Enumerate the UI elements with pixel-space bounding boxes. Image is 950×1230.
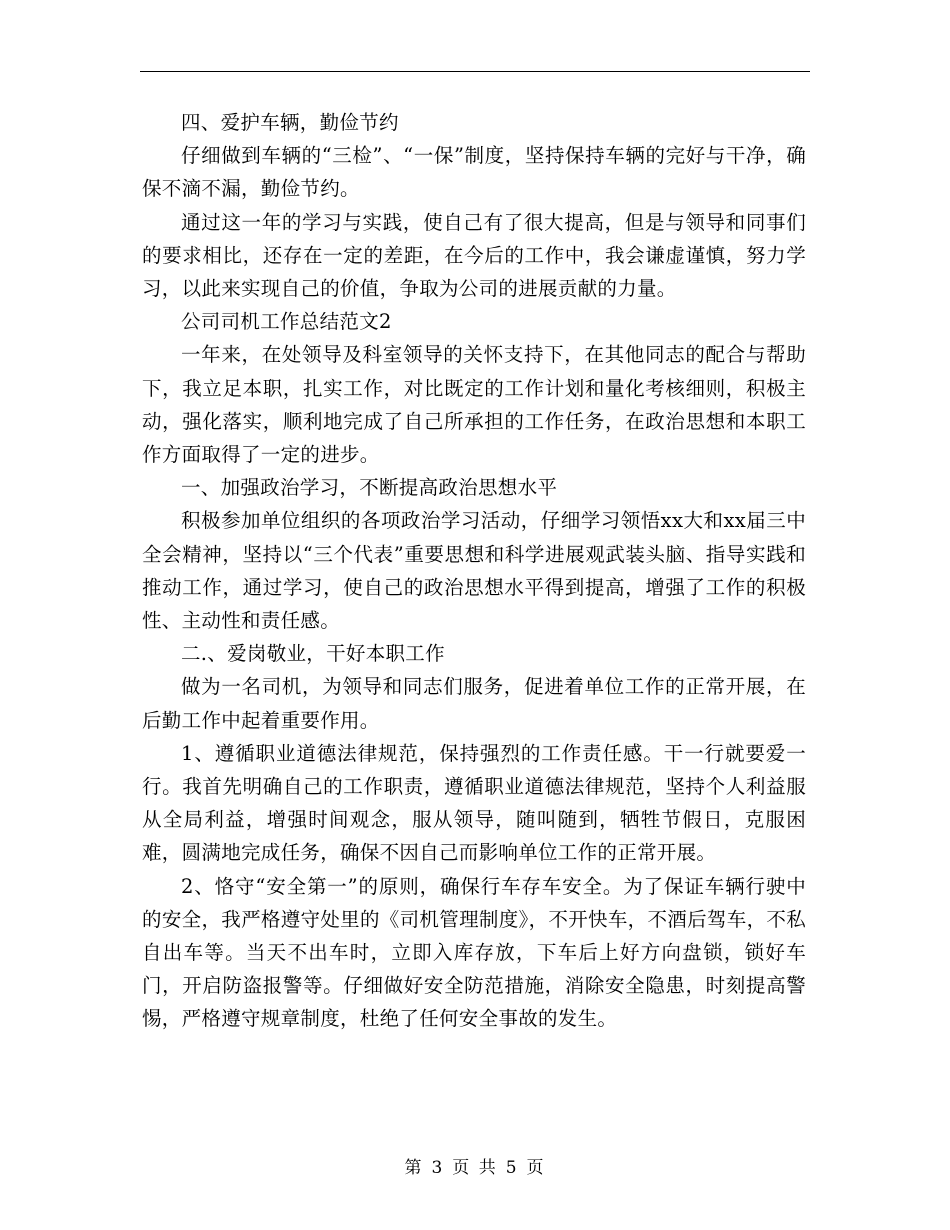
- section-heading-2: 二.、爱岗敬业，干好本职工作: [181, 642, 445, 666]
- page-footer: [0, 1153, 950, 1178]
- paragraph: 2、恪守“安全第一”的原则，确保行车存车安全。为了保证车辆行驶中的安全，我严格遵守处里的《司机管理制度》，不开快车，不酒后驾车，不私自出车等。当天不出车时，立即入库存放，下车后上好方向盘锁，锁好车门，开启防盗报警等。仔细做好安全防范措施，消除安全隐患，时刻提高警惕，严格遵守规章制度，杜绝了任何安全事故的发生。: [142, 874, 806, 1031]
- paragraph: 仔细做到车辆的“三检”、“一保”制度，坚持保持车辆的完好与干净，确保不滴不漏，勤俭节约。: [142, 144, 806, 201]
- footer-page-number: 3: [431, 1158, 445, 1178]
- section-heading-1: 一、加强政治学习，不断提高政治思想水平: [181, 476, 558, 500]
- paragraph: 做为一名司机，为领导和同志们服务，促进着单位工作的正常开展，在后勤工作中起着重要作用。: [142, 675, 806, 732]
- footer-suffix: 页: [526, 1158, 546, 1178]
- footer-total-pages: 5: [505, 1158, 519, 1178]
- paragraph: 积极参加单位组织的各项政治学习活动，仔细学习领悟xx大和xx届三中全会精神，坚持以“三个代表”重要思想和科学进展观武装头脑、指导实践和推动工作，通过学习，使自己的政治思想水平得到提高，增强了工作的积极性、主动性和责任感。: [142, 509, 806, 633]
- header-rule: [140, 71, 810, 72]
- document-body: [142, 106, 806, 1036]
- paragraph: 1、遵循职业道德法律规范，保持强烈的工作责任感。干一行就要爱一行。我首先明确自己的工作职责，遵循职业道德法律规范，坚持个人利益服从全局利益，增强时间观念，服从领导，随叫随到，牺牲节假日，克服困难，圆满地完成任务，确保不因自己而影响单位工作的正常开展。: [142, 741, 806, 865]
- section-heading-4: 四、爱护车辆，勤俭节约: [181, 111, 399, 134]
- paragraph: 一年来，在处领导及科室领导的关怀支持下，在其他同志的配合与帮助下，我立足本职，扎实工作，对比既定的工作计划和量化考核细则，积极主动，强化落实，顺利地完成了自己所承担的工作任务，在政治思想和本职工作方面取得了一定的进步。: [142, 343, 806, 467]
- paragraph: 通过这一年的学习与实践，使自己有了很大提高，但是与领导和同事们的要求相比，还存在一定的差距，在今后的工作中，我会谦虚谨慎，努力学习，以此来实现自己的价值，争取为公司的进展贡献的力量。: [142, 210, 806, 301]
- document-title-2: 公司司机工作总结范文2: [181, 310, 392, 334]
- footer-prefix: 第: [404, 1158, 424, 1178]
- footer-middle: 页 共: [452, 1158, 498, 1178]
